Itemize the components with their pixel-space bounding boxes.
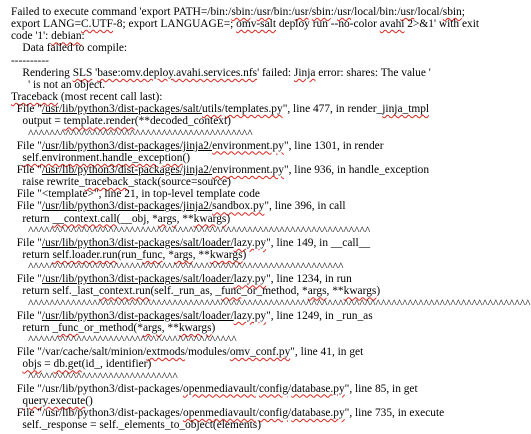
- text-fragment: :/: [330, 6, 338, 18]
- misspelled-word: jinja_tmpl: [382, 103, 430, 116]
- misspelled-word: Traceback: [11, 91, 59, 104]
- log-line: [11, 55, 49, 67]
- misspelled-word: openmediavault: [183, 406, 256, 419]
- log-line: [11, 261, 343, 273]
- log-line: [11, 6, 465, 18]
- log-line: [11, 164, 429, 176]
- log-line: [11, 140, 384, 152]
- misspelled-word: base:omv.deploy.avahi.services.nfs: [97, 66, 258, 79]
- text-fragment: return self._last_: [11, 285, 99, 298]
- text-fragment: _stack(source=source): [128, 176, 231, 189]
- misspelled-word: query.execute: [22, 394, 86, 407]
- text-fragment: 2>&1' with exit: [404, 18, 480, 31]
- text-fragment: ", line 1234, in run: [266, 273, 352, 286]
- misspelled-word: lazy.py: [233, 236, 267, 249]
- log-line: [11, 395, 93, 407]
- text-fragment: ^^^^^^^^^^^^^^^^^^^^^^^^^^^^^^^^^^^^^^^^^^^^^^^^^^^^^^^^^^^: [11, 261, 344, 274]
- text-fragment: =: [41, 358, 54, 371]
- text-fragment: code '1':: [11, 30, 52, 43]
- text-fragment: (self._run_as, _: [150, 285, 222, 298]
- text-fragment: /: [255, 406, 259, 419]
- misspelled-word: sbin: [442, 6, 462, 18]
- text-fragment: ^^^^^^^^^^^^^^^^^^^^^^^^^^^^^^^^^^^^^^^^^^^^^^^^^^^^^^^^^^^^^^^^: [11, 224, 371, 237]
- misspelled-word: args: [142, 321, 162, 334]
- text-fragment: return _: [11, 321, 59, 334]
- log-line: [11, 237, 370, 249]
- text-fragment: /local/: [414, 6, 443, 18]
- misspelled-word: C.UTF: [81, 18, 113, 31]
- text-fragment: raise rewrite_: [11, 176, 85, 189]
- text-fragment: File "<template>", line 21, in top-level template code: [11, 188, 260, 201]
- misspelled-word: kwargs: [343, 285, 377, 298]
- path-text: /usr/lib/python3/dist-packages/salt/loader/: [41, 273, 234, 286]
- text-fragment: /bin:/: [270, 6, 295, 18]
- text-fragment: (__obj, *: [116, 212, 158, 225]
- misspelled-word: lazy.py: [233, 273, 267, 286]
- misspelled-word: config: [258, 406, 289, 419]
- text-fragment: error: shares: The value ': [315, 66, 431, 79]
- log-line: [11, 200, 346, 212]
- text-fragment: [11, 358, 22, 370]
- misspelled-word: args: [157, 212, 177, 225]
- log-line: [11, 115, 231, 127]
- log-line: [11, 346, 363, 358]
- text-fragment: ", line 149, in __call__: [266, 236, 371, 249]
- text-fragment: ): [211, 321, 216, 334]
- misspelled-word: usr: [256, 6, 271, 18]
- log-line: [11, 285, 380, 297]
- text-fragment: File ": [11, 200, 42, 213]
- path-text: /usr/lib/python3/dist-packages/jinja2/: [41, 139, 213, 152]
- text-fragment: , **: [192, 249, 210, 261]
- text-fragment: return: [11, 212, 53, 225]
- text-fragment: Rendering: [11, 66, 73, 79]
- misspelled-word: usr: [294, 6, 309, 18]
- text-fragment: ^^^^^^^^^^^^^^^^^^^^^^^^^^^^^^^^^^^^^^^^^^: [11, 127, 253, 140]
- text-fragment: , **: [176, 212, 194, 225]
- log-line: [11, 128, 253, 140]
- text-fragment: :/: [250, 6, 257, 18]
- misspelled-word: templates.py: [224, 103, 283, 116]
- text-fragment: [11, 395, 22, 407]
- misspelled-word: traceback: [84, 176, 129, 189]
- log-line: [11, 322, 215, 334]
- text-fragment: , *: [162, 249, 174, 261]
- misspelled-word: args: [307, 285, 327, 298]
- log-line: [11, 67, 431, 79]
- text-fragment: /modules/: [184, 346, 230, 359]
- misspelled-word: database.py: [291, 406, 345, 419]
- misspelled-word: lazy.py: [233, 309, 267, 322]
- log-line: [11, 91, 162, 103]
- text-fragment: ': [92, 66, 98, 79]
- text-fragment: ^^^^^^^^^^^^^^^^^^^^^^^^^^^^^^^^^^^^^^^: [11, 334, 237, 347]
- misspelled-word: self.loader.run: [52, 249, 118, 261]
- text-fragment: , **: [161, 321, 179, 334]
- text-fragment: ^^^^^^^^^^^^^^^^^^^^^^^^^^^^^^^^^^^^^^^^^^^^^^^^^^^^^^^^^^^^^^^^^^^^^^^^^^^^^^^^^^^^^^^^^^^^^^: [11, 297, 531, 310]
- misspelled-word: database.py: [291, 382, 345, 395]
- log-line: [11, 18, 479, 30]
- text-fragment: ", line 85, in get: [344, 382, 418, 395]
- text-fragment: ^^^^^^^^^^^^^^^^^^^^^^^^^^^^: [11, 370, 178, 383]
- text-fragment: ", line 735, in execute: [344, 406, 445, 419]
- text-fragment: File ": [11, 309, 42, 322]
- misspelled-word: __context.call: [52, 212, 117, 225]
- log-line: [11, 407, 444, 419]
- text-fragment: ", line 1249, in _run_as: [266, 309, 373, 322]
- text-fragment: /: [308, 6, 312, 18]
- text-fragment: File "/usr/lib/python3/dist-packages/: [11, 406, 184, 419]
- text-fragment: ", line 477, in render_: [282, 103, 383, 116]
- misspelled-word: self.environment.handle_exception: [22, 151, 183, 164]
- misspelled-word: sandbox.py: [212, 200, 265, 213]
- text-fragment: /: [288, 382, 292, 395]
- log-line: [11, 298, 531, 310]
- path-text: /usr/lib/python3/dist-packages/jinja2/: [41, 163, 213, 176]
- text-fragment: /: [255, 382, 259, 395]
- text-fragment: ", line 396, in call: [264, 200, 346, 213]
- text-fragment: :: [81, 30, 85, 43]
- text-fragment: , **: [326, 285, 344, 298]
- text-fragment: ", line 936, in handle_exception: [283, 163, 430, 176]
- text-fragment: (): [85, 394, 93, 407]
- text-fragment: ): [376, 285, 381, 298]
- misspelled-word: avahi: [379, 18, 405, 31]
- text-fragment: (): [182, 151, 191, 164]
- misspelled-word: kwargs: [193, 212, 227, 225]
- text-fragment: /: [288, 406, 292, 419]
- misspelled-word: func: [221, 285, 242, 298]
- text-fragment: (most recent call last):: [58, 91, 163, 104]
- log-line: [11, 419, 261, 431]
- text-fragment: File ": [11, 103, 42, 116]
- misspelled-word: omv-salt: [236, 18, 277, 31]
- text-fragment: -8; export LANGUAGE=;: [112, 18, 237, 31]
- text-fragment: ", line 41, in get: [290, 346, 364, 359]
- misspelled-word: func: [142, 249, 163, 261]
- misspelled-word: sbin: [311, 6, 331, 18]
- text-fragment: ' is not an object.: [11, 78, 106, 91]
- log-line: [11, 42, 127, 54]
- misspelled-word: config: [258, 382, 289, 395]
- misspelled-word: objs: [22, 358, 42, 371]
- path-text: /usr/lib/python3/dist-packages/salt/: [41, 103, 203, 116]
- misspelled-word: db.get: [53, 358, 82, 371]
- log-line: [11, 225, 370, 237]
- text-fragment: ;: [461, 6, 465, 18]
- text-fragment: File ": [11, 236, 42, 249]
- path-text: /usr/lib/python3/dist-packages/salt/loader/: [41, 236, 234, 249]
- text-fragment: self._response = self._elements_to_object(elements): [11, 419, 261, 432]
- text-fragment: export LANG=: [11, 18, 82, 31]
- text-fragment: (**decoded_context): [134, 115, 231, 128]
- misspelled-word: environment.py: [212, 139, 284, 152]
- misspelled-word: usr: [400, 6, 415, 18]
- text-fragment: return: [11, 249, 53, 261]
- log-line: [11, 273, 352, 285]
- text-fragment: (id_, identifier): [81, 358, 152, 371]
- text-fragment: /: [221, 103, 225, 116]
- misspelled-word: args: [173, 249, 193, 261]
- text-fragment: File "/var/cache/salt/minion/: [11, 346, 147, 359]
- misspelled-word: utils: [202, 103, 222, 116]
- log-line: [11, 310, 373, 322]
- misspelled-word: extmods: [146, 346, 185, 359]
- log-line: [11, 176, 231, 188]
- text-fragment: File ": [11, 273, 42, 286]
- misspelled-word: kwargs: [178, 321, 212, 334]
- text-fragment: ): [226, 212, 231, 225]
- misspelled-word: SLS: [72, 66, 93, 79]
- log-line: [11, 152, 190, 164]
- path-text: /usr/lib/python3/dist-packages/jinja2/: [41, 200, 213, 213]
- text-fragment: File "/usr/lib/python3/dist-packages/: [11, 382, 184, 395]
- text-fragment: File ": [11, 139, 42, 152]
- text-fragment: deploy run --no-color: [276, 18, 380, 31]
- text-fragment: ): [242, 249, 247, 261]
- text-fragment: ' failed:: [257, 66, 294, 79]
- path-text: /usr/lib/python3/dist-packages/salt/loader/: [41, 309, 234, 322]
- text-fragment: output =: [11, 115, 64, 128]
- text-fragment: _or_method(*: [78, 321, 143, 334]
- misspelled-word: context.run: [98, 285, 151, 298]
- text-fragment: Failed to execute command 'export PATH=/bin:/: [11, 6, 232, 18]
- text-fragment: [11, 152, 22, 164]
- log-line: [11, 371, 178, 383]
- log-line: [11, 188, 260, 200]
- misspelled-word: debian: [51, 30, 82, 43]
- log-line: [11, 79, 105, 91]
- text-fragment: ", line 1301, in render: [283, 139, 384, 152]
- misspelled-word: omv_conf.py: [229, 346, 291, 359]
- log-line: [11, 103, 429, 115]
- log-line: [11, 358, 151, 370]
- misspelled-word: kwargs: [209, 249, 243, 261]
- text-fragment: Data failed to compile:: [11, 42, 128, 55]
- text-fragment: ----------: [11, 54, 49, 67]
- log-line: [11, 30, 85, 42]
- log-line: [11, 334, 237, 346]
- log-line: [11, 213, 230, 225]
- misspelled-word: Jinja: [293, 66, 316, 79]
- text-fragment: /local/bin:/: [351, 6, 401, 18]
- misspelled-word: template.render: [63, 115, 135, 128]
- log-line: [11, 383, 418, 395]
- misspelled-word: func: [58, 321, 79, 334]
- text-fragment: (run_: [117, 249, 143, 261]
- text-fragment: _or_method, *: [241, 285, 308, 298]
- log-line: [11, 249, 246, 261]
- misspelled-word: environment.py: [212, 163, 284, 176]
- misspelled-word: sbin: [231, 6, 251, 18]
- misspelled-word: openmediavault: [183, 382, 256, 395]
- text-fragment: File ": [11, 163, 42, 176]
- misspelled-word: usr: [337, 6, 352, 18]
